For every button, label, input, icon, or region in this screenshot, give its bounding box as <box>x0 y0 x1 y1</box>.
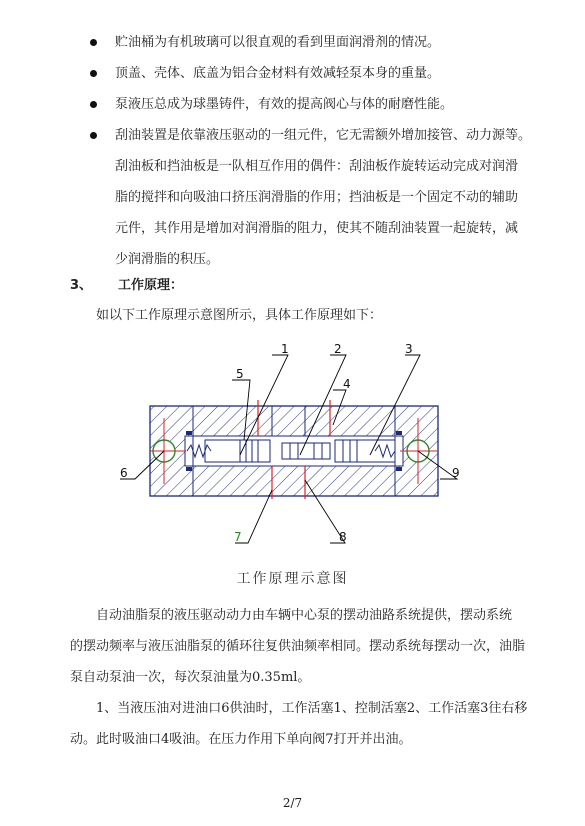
intro-text: 如以下工作原理示意图所示，具体工作原理如下： <box>96 308 383 323</box>
bullet-continuation-line: 元件，其作用是增加对润滑脂的阻力，使其不随刮油装置一起旋转，减 <box>115 221 519 236</box>
diagram-label: 8 <box>339 530 347 544</box>
diagram-caption: 工作原理示意图 <box>236 571 349 587</box>
bullet-text: 贮油桶为有机玻璃可以很直观的看到里面润滑剂的情况。 <box>115 35 441 50</box>
working-piston-3 <box>335 440 395 462</box>
paragraph-line: 动。此时吸油口4吸油。在压力作用下单向阀7打开并出油。 <box>70 732 412 747</box>
control-piston-2 <box>282 443 330 459</box>
paragraph-line: 的摆动频率与液压油脂泵的循环往复供油频率相同。摆动系统每摆动一次，油脂 <box>70 639 526 654</box>
paragraph-line: 自动油脂泵的液压驱动动力由车辆中心泵的摆动油路系统提供，摆动系统 <box>96 608 513 623</box>
bullet-text: 刮油装置是依靠液压驱动的一组元件，它无需额外增加接管、动力源等。 <box>115 128 532 143</box>
bullet-continuation-line: 脂的搅拌和向吸油口挤压润滑脂的作用；挡油板是一个固定不动的辅助 <box>115 190 519 205</box>
diagram-label: 7 <box>234 530 242 544</box>
diagram-label: 6 <box>120 466 128 480</box>
page-number: 2/7 <box>282 796 303 810</box>
bullet-continuation-line: 少润滑脂的积压。 <box>115 252 220 267</box>
diagram-label: 3 <box>405 342 413 356</box>
section-title: 工作原理： <box>118 278 184 293</box>
diagram-label: 5 <box>236 367 244 381</box>
paragraph-line: 泵自动泵油一次，每次泵油量为0.35ml。 <box>70 670 311 685</box>
paragraph-line: 1、当液压油对进油口6供油时，工作活塞1、控制活塞2、工作活塞3往右移 <box>96 701 528 716</box>
diagram-label: 4 <box>343 377 351 391</box>
diagram-label: 9 <box>452 466 460 480</box>
diagram-label: 2 <box>334 342 342 356</box>
working-piston-1 <box>205 440 270 462</box>
section-number: 3、 <box>70 278 93 293</box>
diagram-label: 1 <box>281 342 289 356</box>
bullet-text: 顶盖、壳体、底盖为铝合金材料有效减轻泵本身的重量。 <box>115 66 441 81</box>
bullet-text: 泵液压总成为球墨铸件，有效的提高阀心与体的耐磨性能。 <box>115 97 454 112</box>
bullet-continuation-line: 刮油板和挡油板是一队相互作用的偶件：刮油板作旋转运动完成对润滑 <box>115 159 519 174</box>
